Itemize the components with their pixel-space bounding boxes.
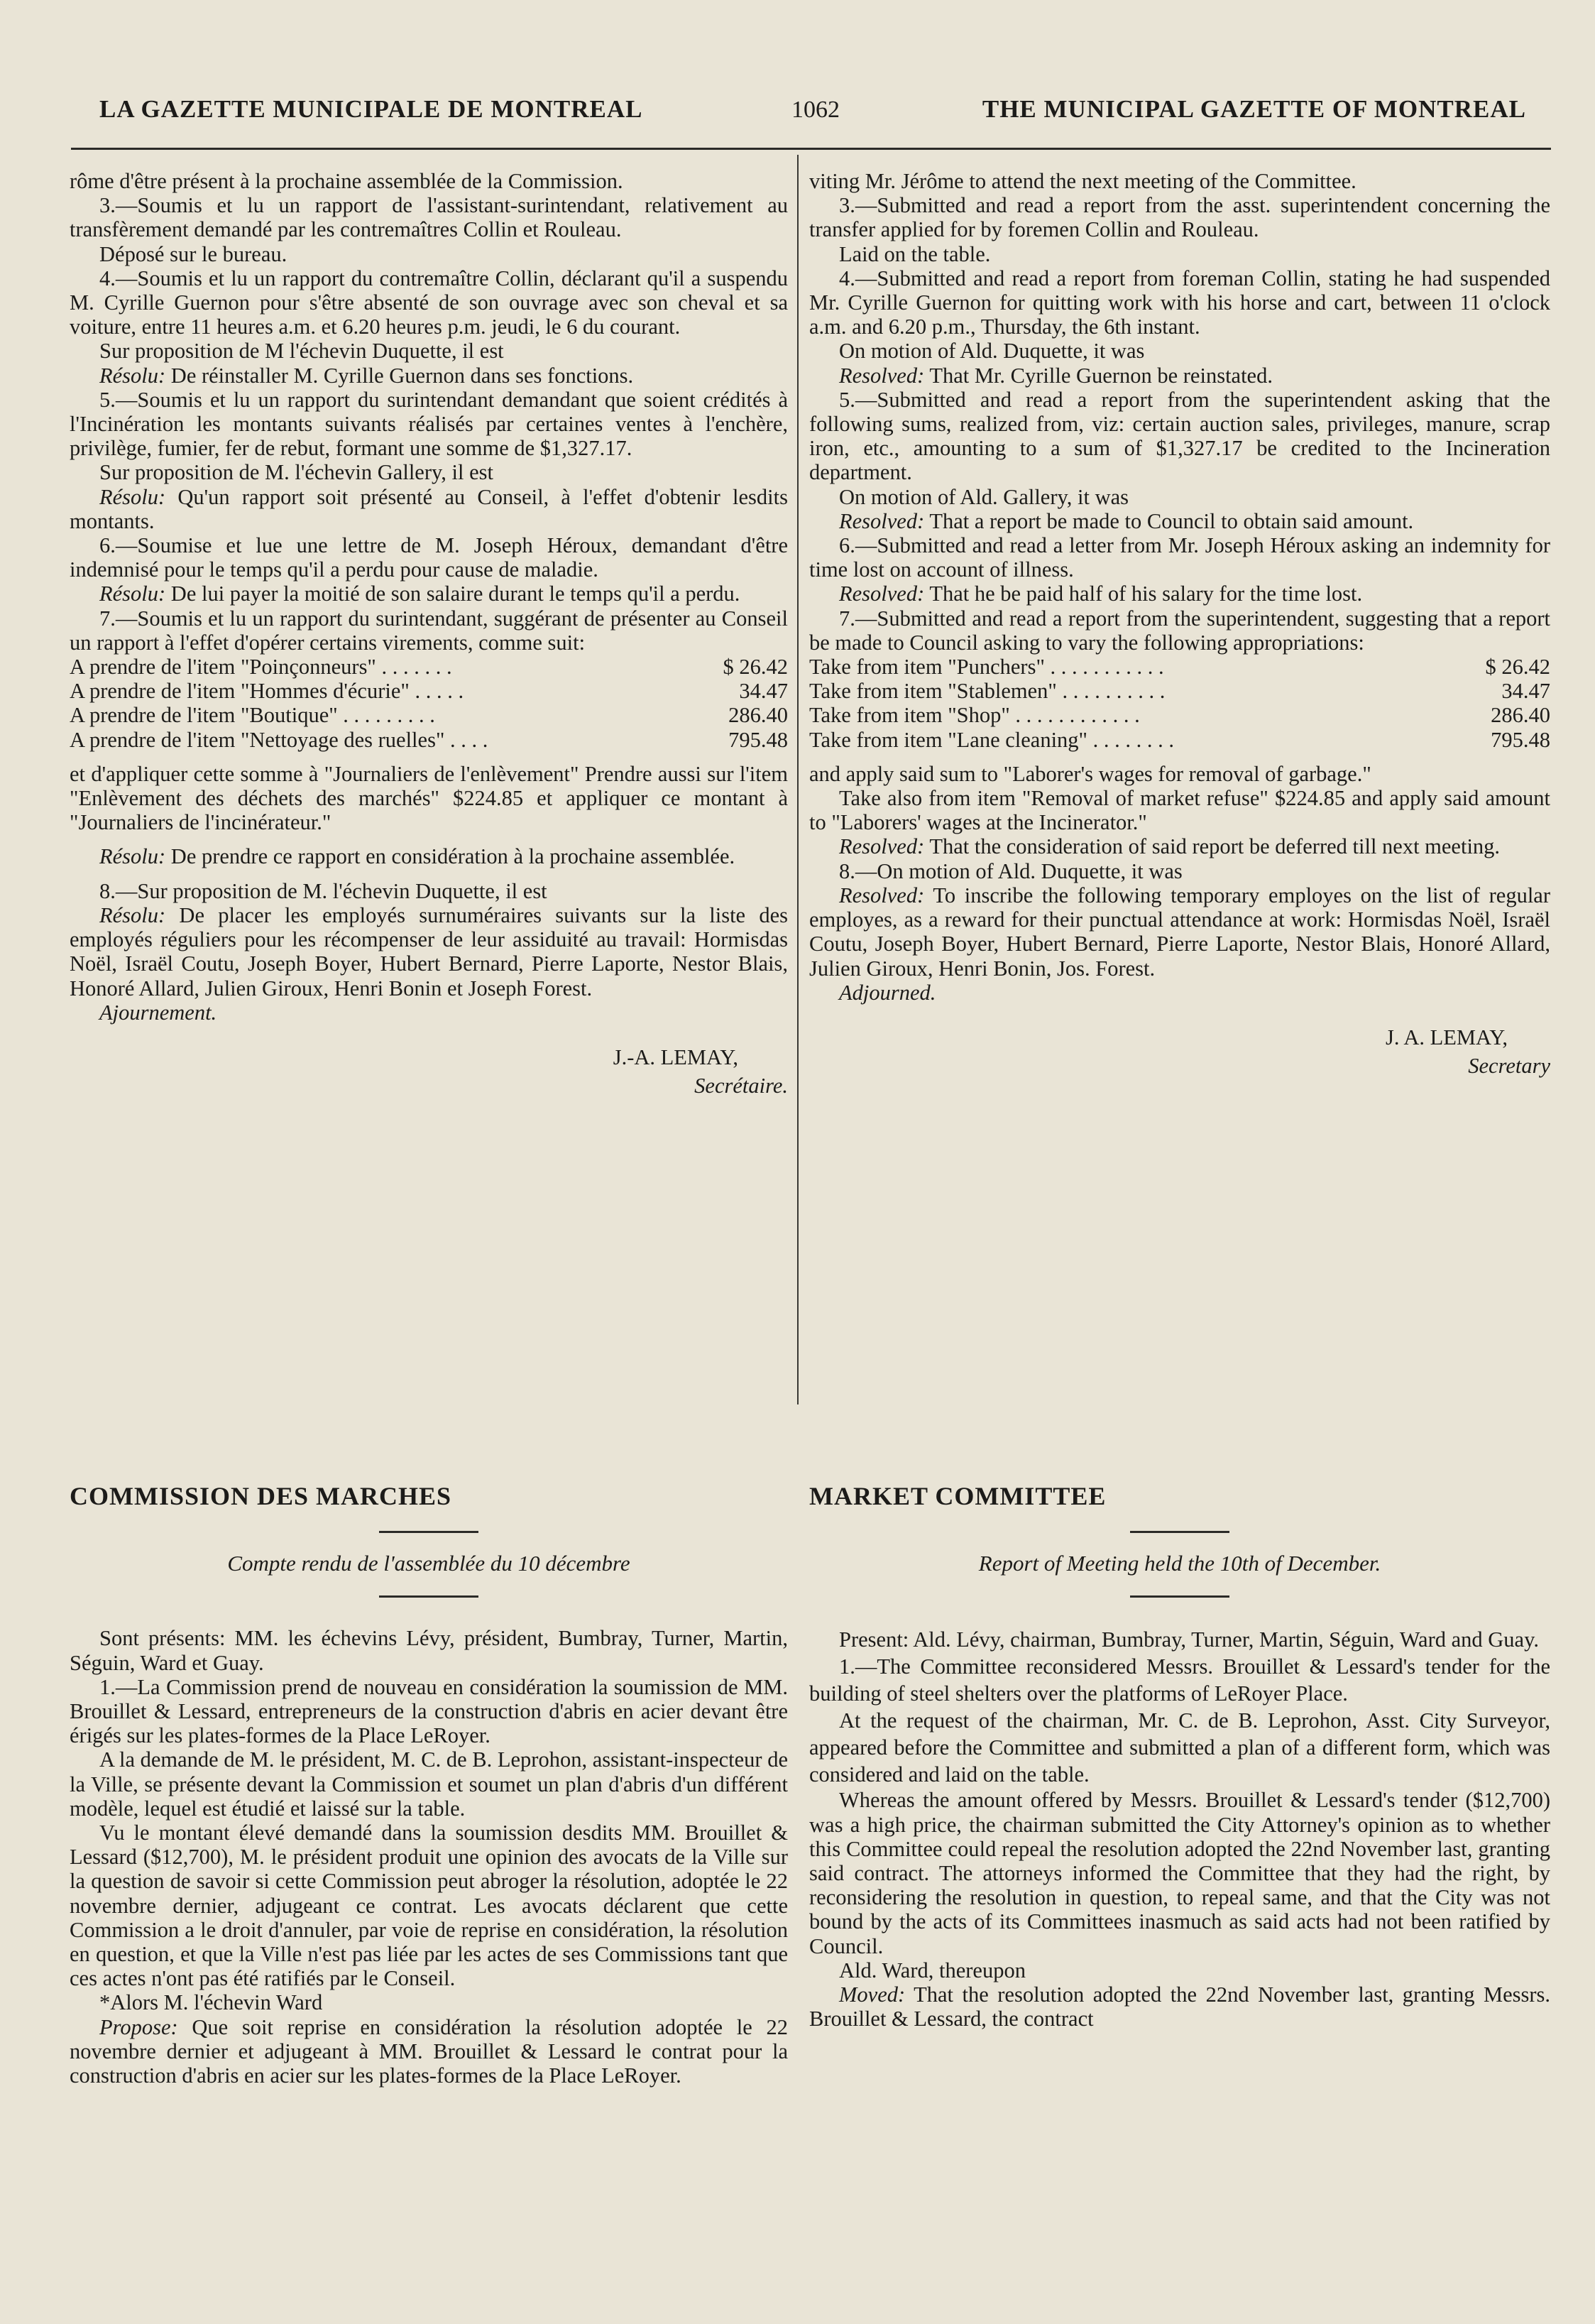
- paragraph: 4.—Submitted and read a report from foreman Collin, stating he had suspended Mr. Cyrille Guernon for quitting work with his horse and cart, between 11 o'clock a.m. and 6.20 p.m., Thursday, the 6th instant.: [809, 266, 1550, 339]
- adjournment-text: Ajournement.: [99, 1000, 217, 1025]
- resolution-text: That a report be made to Council to obtain said amount.: [924, 508, 1414, 533]
- motion-label: Propose:: [99, 2014, 178, 2039]
- resolution-label: Resolved:: [839, 363, 925, 388]
- english-minutes-column: [809, 169, 1550, 1080]
- paragraph: 5.—Submitted and read a report from the superintendent asking that the following sums, realized from, viz: certain auction sales, privileges, manure, scrap iron, etc., amounting to a sum of $1,327.17 be credited to the Incineration department.: [809, 387, 1550, 485]
- resolution-paragraph: [809, 582, 1550, 606]
- resolution-text: De prendre ce rapport en considération à la prochaine assemblée.: [165, 844, 735, 869]
- table-row: [70, 679, 788, 703]
- paragraph: 8.—On motion of Ald. Duquette, it was: [839, 858, 1183, 883]
- paragraph: 3.—Submitted and read a report from the asst. superintendent concerning the transfer applied for by foremen Collin and Rouleau.: [809, 193, 1550, 242]
- column-divider: [797, 155, 799, 1404]
- paragraph: A la demande de M. le président, M. C. de B. Leprohon, assistant-inspecteur de la Ville, se présente devant la Commission et soumet un plan d'abris d'un différent modèle, lequel est étudié et laissé sur la table.: [70, 1747, 788, 1821]
- paragraph: Present: Ald. Lévy, chairman, Bumbray, Turner, Martin, Séguin, Ward and Guay.: [839, 1627, 1539, 1652]
- paragraph: 7.—Submitted and read a report from the superintendent, suggesting that a report be made to Council asking to vary the following appropriations:: [809, 606, 1550, 655]
- resolution-label: Resolved:: [839, 883, 925, 907]
- paragraph: 1.—The Committee reconsidered Messrs. Brouillet & Lessard's tender for the building of steel shelters over the platforms of LeRoyer Place.: [809, 1654, 1550, 1706]
- paragraph: et d'appliquer cette somme à "Journaliers de l'enlèvement" Prendre aussi sur l'item "Enlèvement des déchets des marchés" $224.85 et appliquer ce montant à "Journaliers de l'incinérateur.": [70, 761, 788, 835]
- item-label: A prendre de l'item "Hommes d'écurie" . . . . .: [70, 679, 464, 704]
- item-amount: $ 26.42: [723, 655, 788, 680]
- resolution-paragraph: [809, 883, 1550, 981]
- section-subtitle: Compte rendu de l'assemblée du 10 décembre: [227, 1551, 630, 1576]
- resolution-label: Resolved:: [839, 834, 925, 859]
- paragraph: Whereas the amount offered by Messrs. Brouillet & Lessard's tender ($12,700) was a high price, the chairman submitted the City Attorney's opinion as to whether this Committee could repeal the resolution adopted the 22nd November last, granting said contract. The attorneys informed the Committee that they had the right, by reconsidering the resolution in question, to repeal same, and that the City was not bound by the acts of its Committees inasmuch as said acts had not been ratified by Council.: [809, 1788, 1550, 1958]
- page-number: 1062: [791, 97, 840, 123]
- item-label: Take from item "Punchers" . . . . . . . . . . .: [809, 655, 1164, 680]
- resolution-label: Résolu:: [99, 582, 166, 606]
- paragraph: Ald. Ward, thereupon: [839, 1958, 1026, 1982]
- resolution-paragraph: [70, 844, 788, 868]
- motion-paragraph: [70, 2015, 788, 2088]
- motion-paragraph: [809, 1982, 1550, 2031]
- resolution-paragraph: [70, 582, 788, 606]
- paragraph: Laid on the table.: [839, 241, 991, 266]
- resolution-text: That the consideration of said report be deferred till next meeting.: [924, 834, 1501, 859]
- item-label: Take from item "Lane cleaning" . . . . . . . .: [809, 727, 1174, 752]
- paragraph: Sont présents: MM. les échevins Lévy, président, Bumbray, Turner, Martin, Séguin, Ward et Guay.: [70, 1626, 788, 1675]
- signature-name: J.-A. LEMAY,: [613, 1044, 738, 1069]
- resolution-paragraph: [809, 834, 1550, 858]
- paragraph: Vu le montant élevé demandé dans la soumission desdits MM. Brouillet & Lessard ($12,700), M. le président produit une opinion des avocats de la Ville sur la question de savoir si cette Commission peut abroger la résolution, adoptée le 22 novembre dernier, adjugeant ce contrat. Les avocats déclarent que cette Commission a le droit d'annuler, par voie de reprise en considération, la résolution en question, et que la Ville n'est pas liée par les actes de ses Commissions tant que ces actes n'ont pas été ratifiés par le Conseil.: [70, 1821, 788, 1991]
- table-row: [809, 703, 1550, 727]
- paragraph: Déposé sur le bureau.: [99, 241, 287, 266]
- paragraph: 7.—Soumis et lu un rapport du surintendant, suggérant de présenter au Conseil un rapport à l'effet d'opérer certains virements, comme suit:: [70, 606, 788, 655]
- signature-role: Secretary: [1468, 1053, 1550, 1078]
- resolution-text: De lui payer la moitié de son salaire durant le temps qu'il a perdu.: [165, 582, 740, 606]
- paragraph: 6.—Submitted and read a letter from Mr. Joseph Héroux asking an indemnity for time lost on account of illness.: [809, 533, 1550, 582]
- resolution-paragraph: [809, 364, 1550, 388]
- motion-text: That the resolution adopted the 22nd November last, granting Messrs. Brouillet & Lessard, the contract: [809, 1982, 1550, 2031]
- section-title: COMMISSION DES MARCHES: [70, 1482, 452, 1510]
- paragraph: 8.—Sur proposition de M. l'échevin Duquette, il est: [99, 878, 547, 903]
- resolution-text: That he be paid half of his salary for the time lost.: [924, 582, 1363, 606]
- item-amount: 286.40: [1491, 703, 1550, 728]
- paragraph: Take also from item "Removal of market refuse" $224.85 and apply said amount to "Laborers' wages at the Incinerator.": [809, 786, 1550, 835]
- paragraph: On motion of Ald. Gallery, it was: [839, 484, 1129, 509]
- resolution-text: De placer les employés surnuméraires suivants sur la liste des employés réguliers pour les récompenser de leur assiduité au travail: Hormisdas Noël, Israël Coutu, Joseph Boyer, Hubert Bernard, Pierre Laporte, Nestor Blais, Honoré Allard, Julien Giroux, Henri Bonin et Joseph Forest.: [70, 902, 788, 1000]
- resolution-label: Résolu:: [99, 363, 166, 388]
- paragraph: 4.—Soumis et lu un rapport du contremaître Collin, déclarant qu'il a suspendu M. Cyrille Guernon pour s'être absenté de son ouvrage avec son cheval et sa voiture, entre 11 heures a.m. et 6.20 heures p.m. jeudi, le 6 du courant.: [70, 266, 788, 339]
- item-amount: 34.47: [739, 679, 788, 704]
- motion-label: Moved:: [839, 1982, 906, 2007]
- resolution-text: To inscribe the following temporary employes on the list of regular employes, as a reward for their punctual attendance at work: Hormisdas Noël, Israël Coutu, Joseph Boyer, Hubert Bernard, Pierre Laporte, Nestor Blais, Honoré Allard, Julien Giroux, Henri Bonin, Jos. Forest.: [809, 883, 1550, 981]
- item-amount: 34.47: [1501, 679, 1550, 704]
- paragraph: *Alors M. l'échevin Ward: [99, 1990, 323, 2015]
- section-rule: [1130, 1531, 1229, 1533]
- table-row: [809, 728, 1550, 752]
- signature-name: J. A. LEMAY,: [1385, 1025, 1508, 1049]
- adjournment: [809, 981, 1550, 1005]
- paragraph: 1.—La Commission prend de nouveau en considération la soumission de MM. Brouillet & Lessard, entrepreneurs de la construction d'abris en acier devant être érigés sur les plates-formes de la Place LeRoyer.: [70, 1674, 788, 1748]
- adjournment-text: Adjourned.: [839, 980, 936, 1005]
- paragraph: Sur proposition de M l'échevin Duquette, il est: [99, 339, 504, 364]
- item-amount: 286.40: [728, 703, 788, 728]
- motion-text: Que soit reprise en considération la résolution adoptée le 22 novembre dernier et adjugeant à MM. Brouillet & Lessard le contrat pour la construction d'abris en acier sur les plates-formes de la Place LeRoyer.: [70, 2014, 788, 2088]
- resolution-text: Qu'un rapport soit présenté au Conseil, à l'effet d'obtenir lesdits montants.: [70, 484, 788, 533]
- resolution-paragraph: [70, 903, 788, 1000]
- paragraph: Sur proposition de M. l'échevin Gallery, il est: [99, 460, 493, 485]
- paragraph: On motion of Ald. Duquette, it was: [839, 339, 1145, 364]
- page-header: [99, 95, 1526, 138]
- french-market-commission: [70, 1484, 788, 2088]
- section-rule: [379, 1531, 478, 1533]
- resolution-label: Resolved:: [839, 508, 925, 533]
- paragraph: 3.—Soumis et lu un rapport de l'assistant-surintendant, relativement au transfèrement demandé par les contremaîtres Collin et Rouleau.: [70, 193, 788, 242]
- adjournment: [70, 1000, 788, 1025]
- french-minutes-column: [70, 169, 788, 1100]
- resolution-paragraph: [70, 485, 788, 533]
- paragraph: 5.—Soumis et lu un rapport du surintendant demandant que soient crédités à l'Incinération les montants suivants réalisés par certaines ventes à l'enchère, privilège, fumier, fer de rebut, formant une somme de $1,327.17.: [70, 387, 788, 461]
- signature-block: [70, 1043, 788, 1100]
- resolution-text: That Mr. Cyrille Guernon be reinstated.: [924, 363, 1273, 388]
- resolution-label: Resolved:: [839, 582, 925, 606]
- item-label: A prendre de l'item "Boutique" . . . . . . . . .: [70, 703, 435, 728]
- paragraph: rôme d'être présent à la prochaine assemblée de la Commission.: [70, 169, 623, 193]
- item-label: A prendre de l'item "Nettoyage des ruelles" . . . .: [70, 727, 488, 752]
- table-row: [70, 703, 788, 727]
- resolution-paragraph: [70, 364, 788, 388]
- resolution-paragraph: [809, 509, 1550, 533]
- table-row: [70, 655, 788, 679]
- item-amount: 795.48: [728, 727, 788, 752]
- resolution-text: De réinstaller M. Cyrille Guernon dans ses fonctions.: [165, 363, 634, 388]
- paragraph: viting Mr. Jérôme to attend the next meeting of the Committee.: [809, 169, 1356, 193]
- table-row: [809, 679, 1550, 703]
- header-title-english: THE MUNICIPAL GAZETTE OF MONTREAL: [982, 95, 1526, 123]
- resolution-label: Résolu:: [99, 484, 166, 509]
- item-label: A prendre de l'item "Poinçonneurs" . . . . . . .: [70, 655, 452, 680]
- resolution-label: Résolu:: [99, 844, 166, 869]
- item-amount: $ 26.42: [1485, 655, 1550, 680]
- section-subtitle: Report of Meeting held the 10th of December.: [978, 1551, 1381, 1576]
- signature-block: [809, 1023, 1550, 1080]
- section-title: MARKET COMMITTEE: [809, 1482, 1107, 1510]
- appropriation-table: [70, 655, 788, 752]
- table-row: [809, 655, 1550, 679]
- header-rule: [71, 148, 1551, 150]
- table-row: [70, 728, 788, 752]
- resolution-label: Résolu:: [99, 902, 166, 927]
- header-title-french: LA GAZETTE MUNICIPALE DE MONTREAL: [99, 95, 643, 123]
- item-amount: 795.48: [1491, 727, 1550, 752]
- item-label: Take from item "Stablemen" . . . . . . . . . .: [809, 679, 1166, 704]
- paragraph: 6.—Soumise et lue une lettre de M. Joseph Héroux, demandant d'être indemnisé pour le temps qu'il a perdu pour cause de maladie.: [70, 533, 788, 582]
- english-market-committee: [809, 1484, 1550, 2031]
- item-label: Take from item "Shop" . . . . . . . . . . . .: [809, 703, 1140, 728]
- paragraph: and apply said sum to "Laborer's wages for removal of garbage.": [809, 761, 1371, 786]
- paragraph: At the request of the chairman, Mr. C. de B. Leprohon, Asst. City Surveyor, appeared before the Committee and submitted a plan of a different form, which was considered and laid on the table.: [809, 1708, 1550, 1787]
- signature-role: Secrétaire.: [694, 1073, 788, 1098]
- appropriation-table: [809, 655, 1550, 752]
